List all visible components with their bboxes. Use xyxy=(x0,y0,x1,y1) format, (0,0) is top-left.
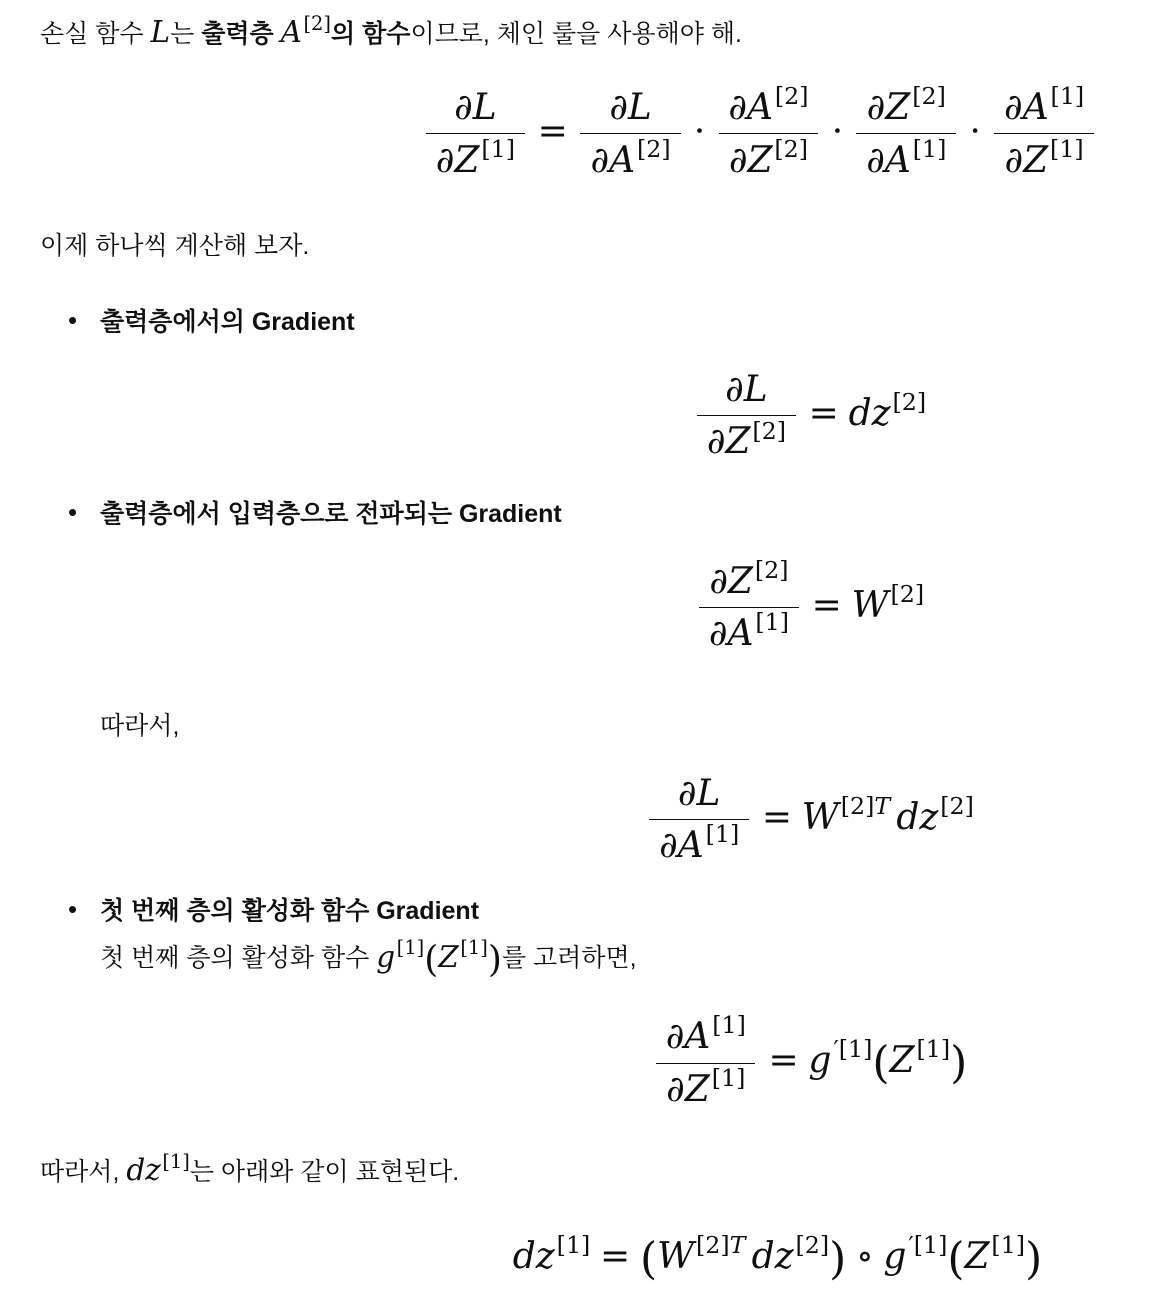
fraction-numerator xyxy=(444,87,507,133)
math-variable: dz xyxy=(848,392,891,434)
closing-paragraph xyxy=(40,1152,1160,1191)
math-superscript xyxy=(460,936,488,959)
math-variable: ∂Z xyxy=(435,139,480,181)
list-item-title: 출력층에서 입력층으로 전파되는 Gradient xyxy=(100,499,562,528)
math-variable: A xyxy=(280,15,302,50)
final-equation-block xyxy=(40,1231,1160,1285)
math-superscript xyxy=(841,792,891,820)
math-superscript xyxy=(775,82,809,110)
fraction-denominator xyxy=(426,133,525,180)
math-roman: [2] xyxy=(795,1231,830,1260)
propagated-gradient-equation-block xyxy=(100,556,1160,655)
math-variable: g xyxy=(376,939,396,974)
list-item-output-gradient xyxy=(68,303,1160,463)
math-roman: [2] xyxy=(754,556,789,585)
math-superscript xyxy=(913,135,947,163)
activation-detail-paragraph xyxy=(100,936,1160,981)
output-gradient-equation-block xyxy=(100,369,1160,463)
math-superscript xyxy=(712,1064,746,1092)
final-equation xyxy=(512,1231,1043,1285)
math-roman: [1] xyxy=(712,1011,746,1040)
text-run: 를 고려하면, xyxy=(501,944,637,973)
math-variable: W xyxy=(851,584,889,626)
math-variable: ∂L xyxy=(454,87,497,129)
math-operator: = xyxy=(761,796,793,838)
text-run: 첫 번째 층의 활성화 함수 xyxy=(100,944,377,973)
math-paren: ( xyxy=(424,939,439,981)
math-superscript xyxy=(940,792,974,820)
inline-math xyxy=(376,936,502,981)
math-roman: [1] xyxy=(1050,82,1085,111)
math-variable: W xyxy=(657,1236,695,1278)
bullet-icon: • xyxy=(68,894,78,925)
math-superscript xyxy=(908,1231,947,1259)
math-fraction xyxy=(649,773,749,867)
math-fraction xyxy=(697,369,796,463)
math-variable: W xyxy=(801,796,839,838)
math-variable: ∂A xyxy=(708,613,754,655)
math-superscript xyxy=(706,820,740,848)
fraction-denominator xyxy=(994,133,1093,180)
math-operator: = xyxy=(600,1236,631,1278)
inline-math xyxy=(151,15,171,49)
math-roman: [1] xyxy=(916,1035,951,1064)
lead-in-paragraph: 이제 하나씩 계산해 보자. xyxy=(40,231,310,260)
math-superscript xyxy=(755,608,789,636)
math-variable: ∂A xyxy=(590,139,636,181)
math-operator: = xyxy=(768,1040,799,1082)
therefore-equation-block xyxy=(100,773,1160,867)
math-operator: = xyxy=(808,392,839,434)
math-operator: = xyxy=(537,110,568,152)
math-variable: ∂A xyxy=(659,825,704,867)
math-roman: ′[1] xyxy=(908,1231,948,1260)
math-variable: ∂L xyxy=(725,368,768,410)
math-superscript xyxy=(637,135,671,163)
math-operator: ⋅ xyxy=(831,110,844,152)
math-roman: [1] xyxy=(481,134,515,163)
math-variable: T xyxy=(874,791,891,820)
text-run: 이므로, 체인 룰을 사용해야 해. xyxy=(410,20,742,49)
text-run: 의 함수 xyxy=(331,20,411,49)
propagated-gradient-equation xyxy=(696,556,925,655)
math-superscript xyxy=(890,580,924,608)
fraction-numerator xyxy=(656,1011,756,1062)
math-roman: [1] xyxy=(460,936,488,960)
math-roman: [1] xyxy=(162,1150,190,1173)
math-fraction xyxy=(580,87,680,181)
math-roman: [1] xyxy=(991,1231,1026,1260)
math-variable: L xyxy=(150,15,171,50)
fraction-numerator xyxy=(715,369,778,415)
math-variable: ∂A xyxy=(665,1016,711,1058)
math-roman: [2] xyxy=(890,579,925,608)
fraction-numerator xyxy=(994,82,1094,133)
math-variable: Z xyxy=(889,1040,915,1082)
math-fraction xyxy=(656,1011,756,1110)
math-variable: Z xyxy=(964,1236,990,1278)
chain-rule-equation-block xyxy=(40,82,1160,181)
fraction-denominator xyxy=(697,415,796,462)
math-superscript xyxy=(755,556,789,584)
text-run: 는 아래와 같이 표현된다. xyxy=(189,1158,460,1187)
math-variable: ∂Z xyxy=(866,87,911,129)
math-superscript xyxy=(833,1035,872,1063)
math-variable: ∂Z xyxy=(709,560,753,602)
list-item-activation-gradient xyxy=(68,892,1160,1110)
math-superscript xyxy=(796,1231,830,1259)
list-item-title: 첫 번째 층의 활성화 함수 Gradient xyxy=(100,897,480,926)
math-roman: [2] xyxy=(752,416,786,445)
math-fraction xyxy=(426,87,525,181)
math-paren: ) xyxy=(487,939,502,981)
math-variable: dz xyxy=(126,1153,161,1188)
fraction-denominator xyxy=(856,133,956,180)
math-roman: ′[1] xyxy=(833,1035,873,1064)
math-fraction xyxy=(994,82,1094,181)
math-paren: ) xyxy=(950,1037,968,1089)
math-fraction xyxy=(718,82,818,181)
math-operator: ∘ xyxy=(856,1236,874,1278)
math-variable: ∂Z xyxy=(1004,139,1049,181)
fraction-numerator xyxy=(857,82,956,133)
math-roman: [1] xyxy=(912,134,947,163)
math-roman: [2] xyxy=(637,134,671,163)
math-operator: ⋅ xyxy=(969,110,982,152)
math-variable: g xyxy=(883,1236,907,1278)
intro-paragraph xyxy=(40,14,1160,53)
math-superscript xyxy=(162,1150,190,1173)
fraction-numerator xyxy=(699,556,798,607)
math-variable: ∂L xyxy=(677,772,721,814)
math-roman: [2] xyxy=(303,12,332,35)
math-roman: [1] xyxy=(396,936,425,960)
therefore-note: 따라서, xyxy=(100,711,180,740)
math-variable: ∂Z xyxy=(706,421,751,463)
gradient-list xyxy=(40,303,1160,1110)
math-variable: ∂L xyxy=(609,87,652,129)
bullet-icon: • xyxy=(68,304,78,335)
math-superscript xyxy=(991,1231,1025,1259)
math-variable: dz xyxy=(512,1236,555,1278)
activation-gradient-equation-block xyxy=(100,1011,1160,1110)
math-roman: [2] xyxy=(892,388,927,417)
math-operator: ⋅ xyxy=(693,110,706,152)
math-superscript xyxy=(397,936,425,959)
math-superscript xyxy=(481,135,515,163)
math-paren: ( xyxy=(872,1037,890,1089)
math-roman: [2] xyxy=(774,134,809,163)
math-paren: ) xyxy=(1025,1233,1043,1285)
math-superscript xyxy=(912,82,946,110)
math-variable: ∂A xyxy=(728,87,773,129)
math-roman: [1] xyxy=(711,1063,746,1092)
output-gradient-equation xyxy=(694,369,926,463)
math-superscript xyxy=(916,1035,950,1063)
math-variable: ∂Z xyxy=(666,1068,710,1110)
math-roman: [1] xyxy=(1050,134,1084,163)
math-variable: dz xyxy=(896,796,939,838)
math-superscript xyxy=(1051,82,1085,110)
math-fraction xyxy=(856,82,956,181)
fraction-denominator xyxy=(580,133,680,180)
math-fraction xyxy=(699,556,799,655)
math-variable: ∂Z xyxy=(728,139,773,181)
math-superscript xyxy=(752,417,786,445)
therefore-equation xyxy=(646,773,974,867)
math-paren: ) xyxy=(829,1233,847,1285)
math-roman: [1] xyxy=(705,820,740,849)
list-item-propagated-gradient xyxy=(68,495,1160,867)
math-roman: [1] xyxy=(755,608,789,637)
text-run: 출력층 xyxy=(201,20,281,49)
inline-math xyxy=(126,1150,190,1188)
math-superscript xyxy=(557,1231,591,1259)
math-roman: [2] xyxy=(840,791,875,820)
math-superscript xyxy=(712,1011,746,1039)
math-variable: ∂A xyxy=(866,139,911,181)
text-run: 따라서, xyxy=(40,1158,127,1187)
math-superscript xyxy=(696,1231,746,1259)
math-superscript xyxy=(1050,135,1084,163)
activation-gradient-equation xyxy=(653,1011,968,1110)
math-roman: [2] xyxy=(695,1231,730,1260)
fraction-numerator xyxy=(718,82,818,133)
math-variable: dz xyxy=(751,1236,794,1278)
math-superscript xyxy=(303,12,331,35)
fraction-denominator xyxy=(699,607,799,654)
fraction-denominator xyxy=(649,819,749,866)
bullet-icon: • xyxy=(68,496,78,527)
fraction-numerator xyxy=(599,87,662,133)
math-roman: [2] xyxy=(912,82,946,111)
math-paren: ( xyxy=(639,1233,658,1285)
fraction-denominator xyxy=(719,133,818,180)
math-variable: ∂A xyxy=(1004,87,1049,129)
text-run: 는 xyxy=(170,20,202,49)
fraction-denominator xyxy=(656,1063,755,1110)
math-variable: g xyxy=(808,1040,832,1082)
inline-math xyxy=(280,12,332,50)
math-superscript xyxy=(892,388,926,416)
math-roman: [1] xyxy=(556,1231,591,1260)
fraction-numerator xyxy=(668,773,731,819)
math-operator: = xyxy=(811,584,842,626)
text-run: 손실 함수 xyxy=(40,20,151,49)
math-paren: ( xyxy=(947,1233,965,1285)
math-superscript xyxy=(774,135,808,163)
list-item-title: 출력층에서의 Gradient xyxy=(100,307,355,336)
math-variable: T xyxy=(729,1231,746,1260)
chain-rule-equation xyxy=(423,82,1097,181)
math-roman: [2] xyxy=(774,82,809,111)
math-roman: [2] xyxy=(940,791,974,820)
math-variable: Z xyxy=(438,939,459,974)
